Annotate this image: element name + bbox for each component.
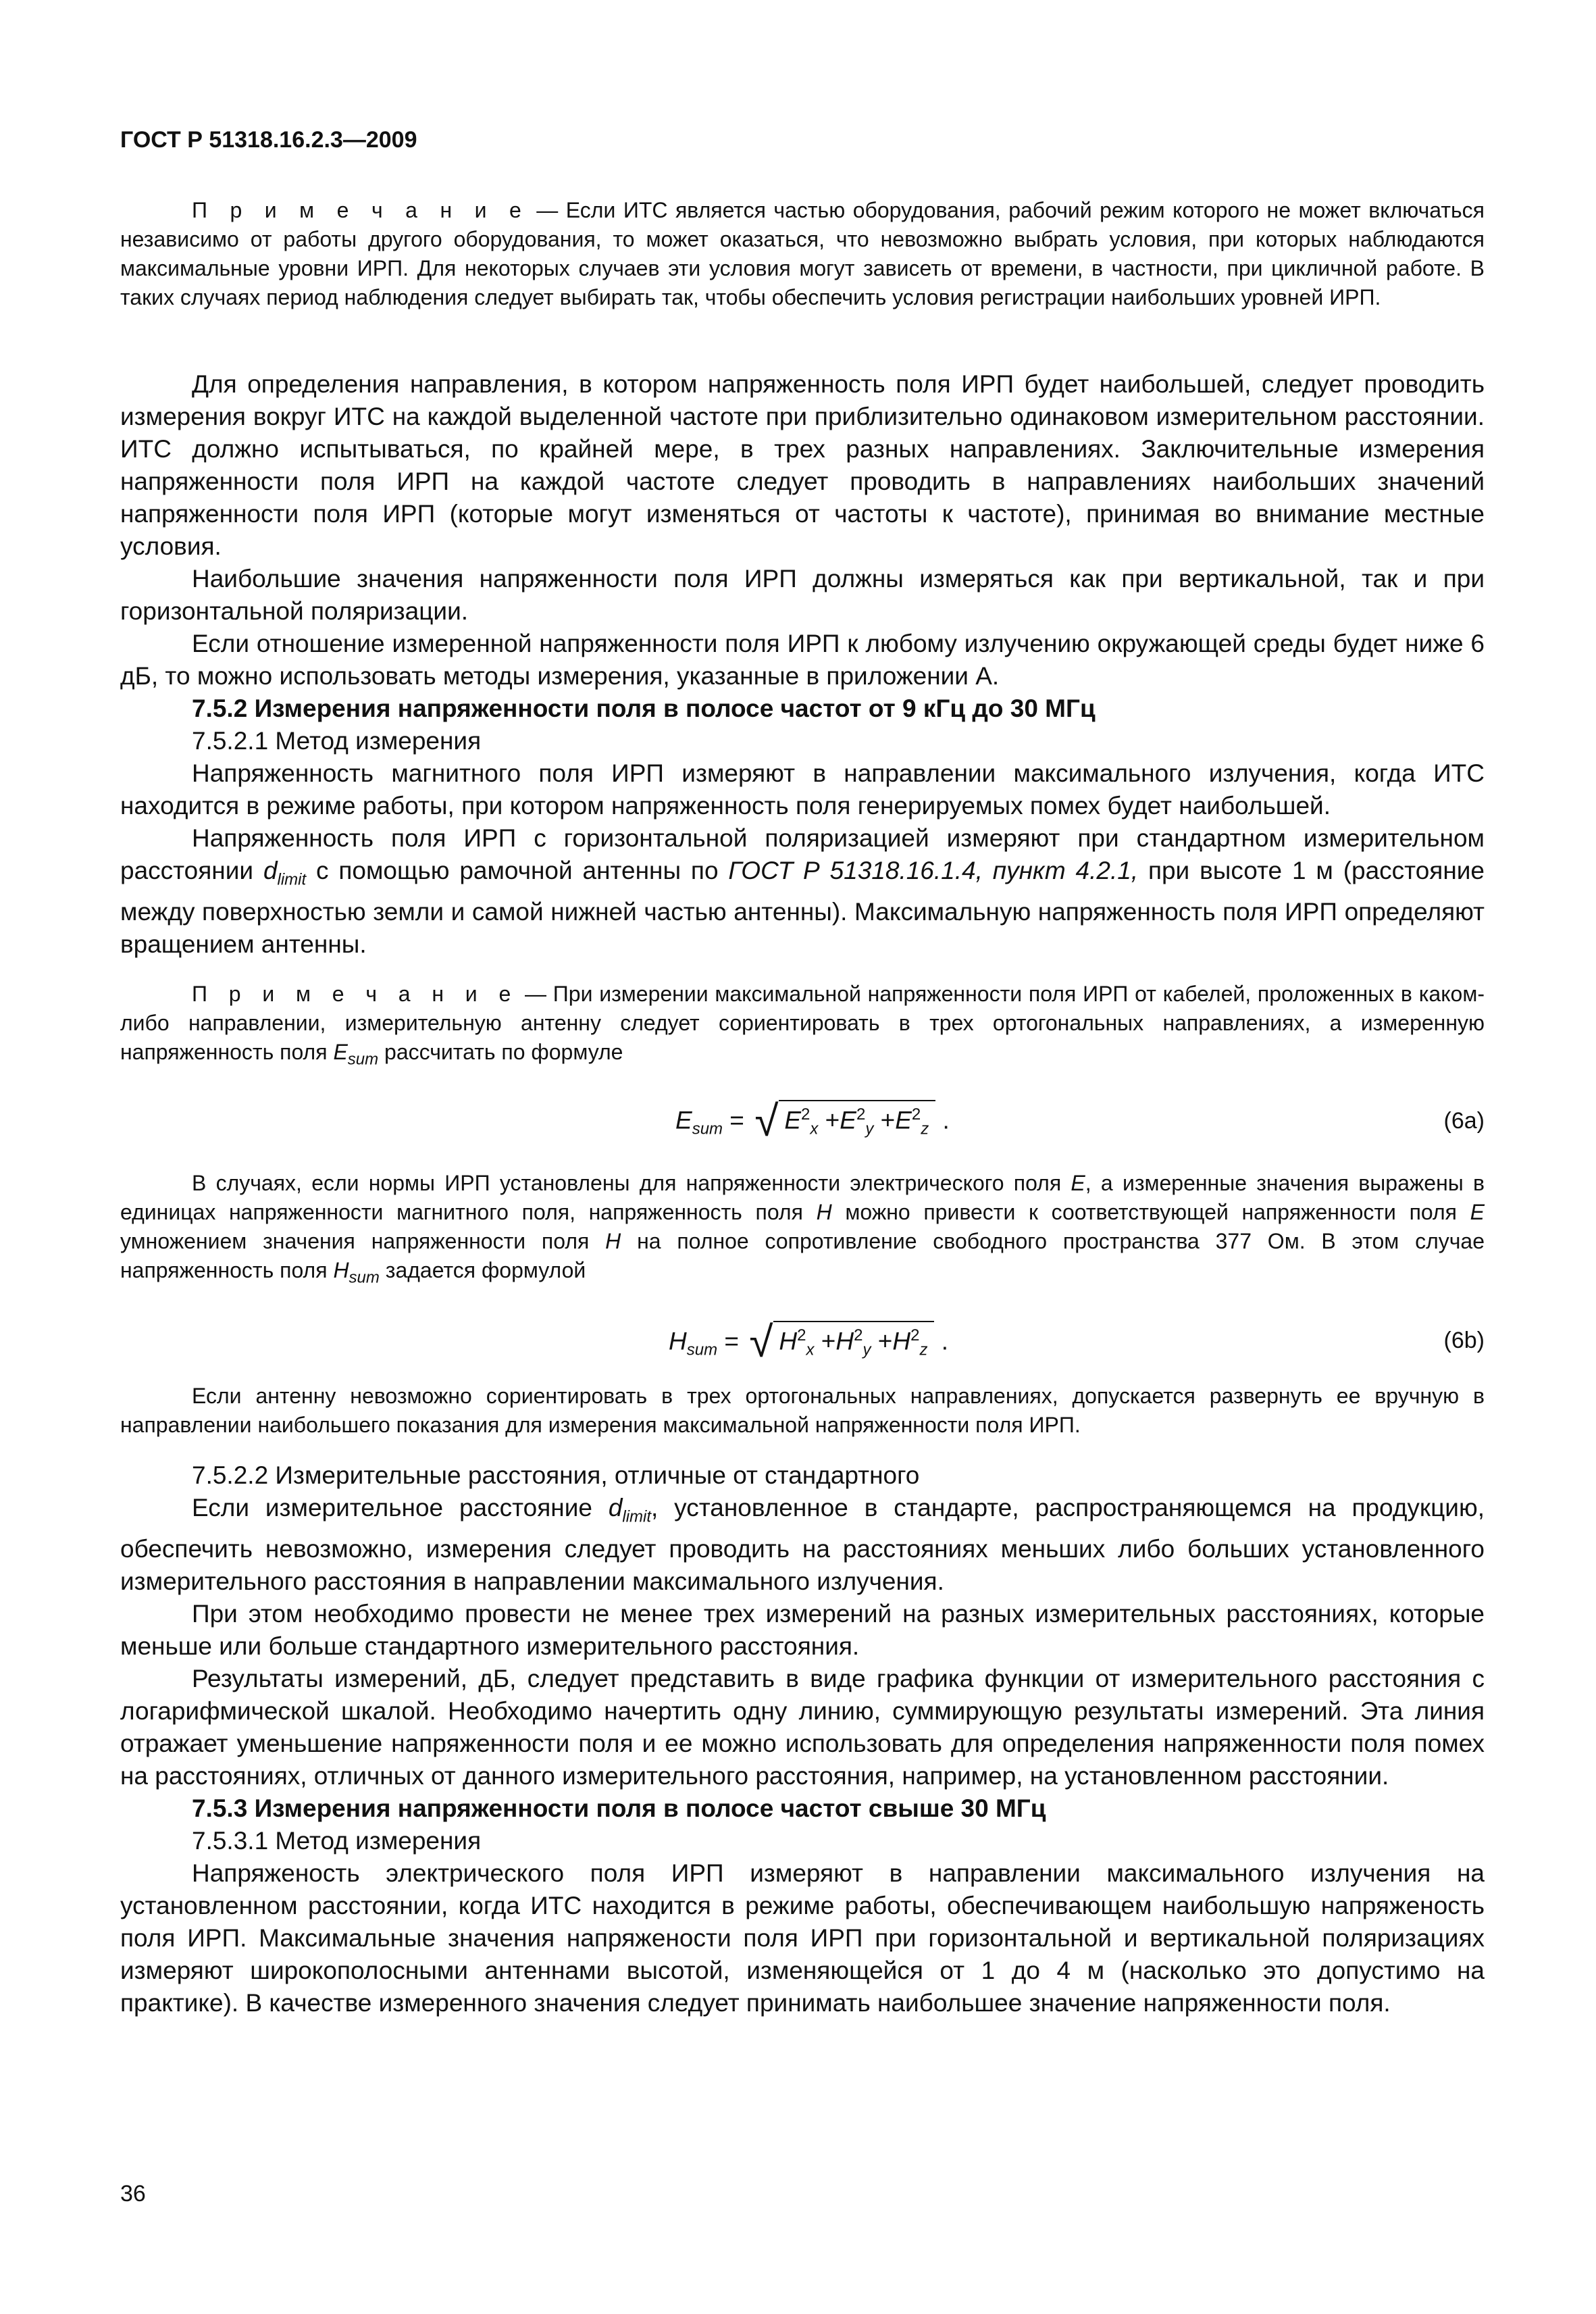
paragraph: Наибольшие значения напряженности поля ИРП должны измеряться как при вертикальной, так и при горизонтальной поляризации. (120, 565, 1485, 625)
square-root-icon: √ $H^2_x +H^2_y +H^2_z$ (773, 1321, 934, 1360)
formula-6b: $H_{sum}$ = √ $H^2_x +H^2_y +H^2_z$ . (669, 1321, 948, 1360)
standard-reference: ГОСТ Р 51318.16.1.4, пункт 4.2.1, (728, 857, 1139, 884)
paragraph-conversion: В случаях, если нормы ИРП установлены для напряженности электрического поля E, а измеренные значения выражены в единицах напряженности магнитного поля, напряженность поля H можно привести к соответствующей напряженности поля E умножением значения напряженности поля H на полное сопротивление свободного пространства 377 Ом. В этом случае напряженность поля $H_{sum}$ задается формулой (120, 1171, 1485, 1287)
paragraph: При этом необходимо провести не менее трех измерений на разных измерительных расстояниях, которые меньше или больше стандартного измерительного расстояния. (120, 1600, 1485, 1661)
note-label: П р и м е ч а н и е (192, 198, 529, 222)
section-heading-7-5-3: 7.5.3 Измерения напряженности поля в полосе частот свыше 30 МГц (192, 1794, 1046, 1823)
paragraph: Напряженность поля ИРП с горизонтальной поляризацией измеряют при стандартном измерительном расстоянии $d_{limit}$ с помощью рамочной антенны по ГОСТ Р 51318.16.1.4, пункт 4.2.1, при высоте 1 м (расстояние между поверхностью земли и самой нижней частью антенны). Максимальную напряженность поля ИРП определяют вращением антенны. (120, 824, 1485, 959)
paragraph: Для определения направления, в котором напряженность поля ИРП будет наибольшей, следует проводить измерения вокруг ИТС на каждой выделенной частоте при приблизительно одинаковом измерительном расстоянии. ИТС должно испытываться, по крайней мере, в трех разных направлениях. Заключительные измерения напряженности поля ИРП на каждой частоте следует проводить в направлениях наибольших значений напряженности поля ИРП (которые могут изменяться от частоты к частоте), принимая во внимание местные условия. (120, 370, 1485, 560)
paragraph: Напряженность магнитного поля ИРП измеряют в направлении максимального излучения, когда ИТС находится в режиме работы, при котором напряженность поля генерируемых помех будет наибольшей. (120, 759, 1485, 820)
paragraph-orientation: Если антенну невозможно сориентировать в трех ортогональных направлениях, допускается развернуть ее вручную в направлении наибольшего показания для измерения максимальной напряженности поля ИРП. (120, 1384, 1485, 1437)
square-root-icon: √ $E^2_x +E^2_y +E^2_z$ (779, 1100, 935, 1139)
main-text-block-1 (120, 368, 1485, 961)
note-label: П р и м е ч а н и е (192, 982, 519, 1006)
paragraph: Если измерительное расстояние $d_{limit}$, установленное в стандарте, распространяющемся на продукцию, обеспечить невозможно, измерения следует проводить на расстояниях меньших либо больших установленного измерительного расстояния в направлении максимального излучения. (120, 1494, 1485, 1596)
main-text-block-2 (120, 1459, 1485, 2019)
variable-d: d (608, 1494, 623, 1521)
paragraph: Напряженость электрического поля ИРП измеряют в направлении максимального излучения на установленном расстоянии, когда ИТС находится в режиме работы, обеспечивающем наибольшую напряженость поля ИРП. Максимальные значения напряжености поля ИРП при горизонтальной и вертикальной поляризациях измеряют широкополосными антеннами высотой, изменяющейся от 1 до 4 м (насколько это допустимо на практике). В качестве измеренного значения следует принимать наибольшее значение напряженности поля. (120, 1859, 1485, 2017)
document-header: ГОСТ Р 51318.16.2.3—2009 (120, 127, 417, 153)
paragraph: Результаты измерений, дБ, следует представить в виде графика функции от измерительного расстояния с логарифмической шкалой. Необходимо начертить одну линию, суммирующую результаты измерений. Эта линия отражает уменьшение напряженности поля и ее можно использовать для определения напряженности поля помех на расстояниях, отличных от данного измерительного расстояния, например, на установленном расстоянии. (120, 1665, 1485, 1790)
note-2: П р и м е ч а н и е — При измерении максимальной напряженности поля ИРП от кабелей, проложенных в каком-либо направлении, измерительную антенну следует сориентировать в трех ортогональных направлениях, а измеренную напряженность поля $E_{sum}$ рассчитать по формуле (120, 982, 1485, 1069)
subsection-heading-7-5-3-1: 7.5.3.1 Метод измерения (192, 1827, 482, 1855)
note-1 (120, 196, 1485, 312)
subsection-heading-7-5-2-1: 7.5.2.1 Метод измерения (192, 727, 482, 755)
formula-number-6b: (6b) (1443, 1328, 1485, 1353)
subsection-heading-7-5-2-2: 7.5.2.2 Измерительные расстояния, отличные от стандартного (192, 1461, 920, 1489)
section-heading-7-5-2: 7.5.2 Измерения напряженности поля в полосе частот от 9 кГц до 30 МГц (192, 695, 1096, 722)
formula-6a: $E_{sum}$ = √ $E^2_x +E^2_y +E^2_z$ . (675, 1100, 950, 1139)
note-text: — Если ИТС является частью оборудования, рабочий режим которого не может включаться независимо от работы другого оборудования, то может оказаться, что невозможно выбрать условия, при которых наблюдаются максимальные уровни ИРП. Для некоторых случаев эти условия могут зависеть от времени, в частности, при цикличной работе. В таких случаях период наблюдения следует выбирать так, чтобы обеспечить условия регистрации наибольших уровней ИРП. (120, 198, 1485, 309)
paragraph: Если отношение измеренной напряженности поля ИРП к любому излучению окружающей среды будет ниже 6 дБ, то можно использовать методы измерения, указанные в приложении А. (120, 630, 1485, 690)
variable-d: d (263, 857, 278, 884)
formula-number-6a: (6a) (1443, 1108, 1485, 1134)
page-number: 36 (120, 2181, 146, 2207)
